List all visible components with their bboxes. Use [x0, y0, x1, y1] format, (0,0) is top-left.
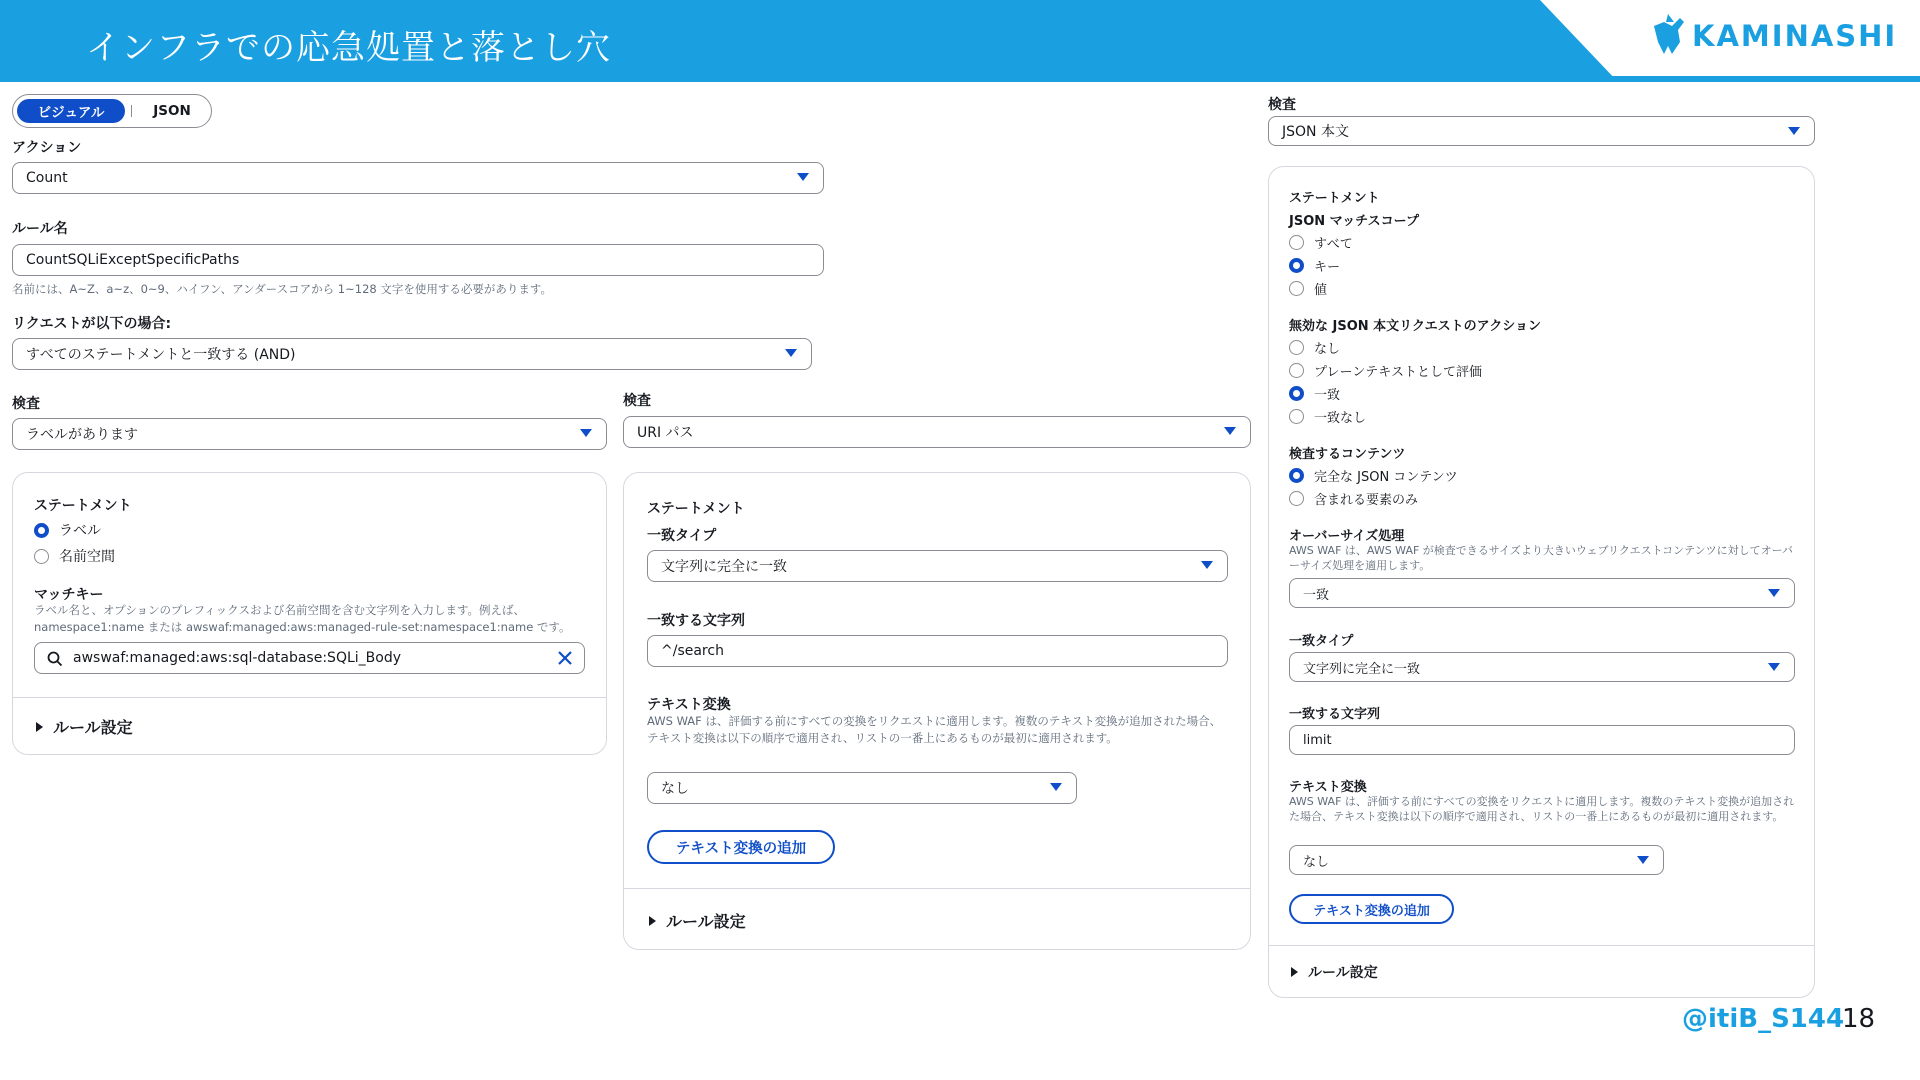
caret-down-icon [1201, 561, 1213, 569]
radio-empty-icon [1289, 340, 1304, 355]
json-scope-label: JSON マッチスコープ [1289, 214, 1419, 229]
invalid-option-plaintext[interactable] [1289, 361, 1482, 380]
caret-down-icon [580, 429, 592, 437]
inspect-label-middle: 検査 [623, 393, 651, 409]
match-type-select-middle[interactable] [647, 550, 1228, 582]
action-select[interactable] [12, 162, 824, 194]
match-key-value: awswaf:managed:aws:sql-database:SQLi_Body [73, 650, 401, 666]
text-transform-select-right[interactable] [1289, 845, 1664, 875]
radio-empty-icon [1289, 491, 1304, 506]
inspect-value-right: JSON 本文 [1282, 124, 1349, 140]
match-string-label-right: 一致する文字列 [1289, 707, 1381, 722]
toggle-divider [131, 105, 132, 117]
radio-empty-icon [34, 549, 49, 564]
slide-title: インフラでの応急処置と落とし穴 [86, 28, 611, 68]
caret-down-icon [797, 173, 809, 181]
rule-name-label: ルール名 [12, 221, 68, 237]
text-transform-value-right: なし [1303, 854, 1330, 870]
match-string-value-right: limit [1303, 732, 1332, 748]
radio-empty-icon [1289, 409, 1304, 424]
visual-tab[interactable]: ビジュアル [17, 99, 125, 123]
caret-right-icon [649, 916, 656, 926]
statement-title-left: ステートメント [34, 498, 132, 514]
view-toggle [12, 94, 212, 128]
content-option-text: 完全な JSON コンテンツ [1314, 470, 1458, 485]
caret-down-icon [1224, 427, 1236, 435]
radio-namespace-option[interactable] [34, 546, 115, 566]
match-type-value-middle: 文字列に完全に一致 [661, 559, 787, 575]
radio-selected-icon [1289, 468, 1304, 483]
request-value: すべてのステートメントと一致する (AND) [26, 347, 296, 363]
panel-divider [13, 697, 606, 698]
radio-selected-icon [1289, 258, 1304, 273]
caret-down-icon [1788, 127, 1800, 135]
rule-settings-text: ルール設定 [53, 718, 133, 737]
author-handle: @itiB_S144 [1682, 1004, 1845, 1034]
caret-down-icon [1768, 663, 1780, 671]
invalid-option-no-match[interactable] [1289, 407, 1366, 426]
radio-empty-icon [1289, 235, 1304, 250]
rule-settings-text: ルール設定 [666, 912, 746, 931]
rule-settings-toggle-right[interactable] [1291, 962, 1378, 982]
match-key-label: マッチキー [34, 587, 104, 603]
inspect-select-right[interactable] [1268, 116, 1815, 146]
content-label: 検査するコンテンツ [1289, 447, 1406, 462]
scope-option-text: 値 [1314, 283, 1328, 298]
panel-divider [624, 888, 1250, 889]
radio-empty-icon [1289, 281, 1304, 296]
caret-right-icon [1291, 967, 1298, 977]
content-option-elements[interactable] [1289, 489, 1418, 508]
text-transform-description-middle: AWS WAF は、評価する前にすべての変換をリクエストに適用します。複数のテキスト変換が追加された場合、テキスト変換は以下の順序で適用され、リストの一番上にあるものが最初に適用されます。 [647, 714, 1222, 745]
oversize-value: 一致 [1303, 587, 1330, 603]
rule-settings-toggle-left[interactable] [36, 715, 133, 738]
text-transform-label-middle: テキスト変換 [647, 697, 731, 713]
oversize-description: AWS WAF は、AWS WAF が検査できるサイズより大きいウェブリクエストコンテンツに対してオーバーサイズ処理を適用します。 [1289, 544, 1794, 572]
json-tab[interactable]: JSON [153, 103, 191, 119]
add-text-transform-button-middle[interactable]: テキスト変換の追加 [647, 830, 835, 864]
match-type-label-right: 一致タイプ [1289, 634, 1354, 649]
invalid-option-text: 一致 [1314, 388, 1341, 403]
scope-option-text: すべて [1314, 237, 1353, 252]
inspect-label-left: 検査 [12, 396, 40, 412]
kaminashi-logo [1650, 12, 1897, 60]
invalid-json-label: 無効な JSON 本文リクエストのアクション [1289, 319, 1542, 334]
caret-down-icon [1768, 589, 1780, 597]
inspect-value-middle: URI パス [637, 425, 694, 441]
match-type-select-right[interactable] [1289, 652, 1795, 682]
rule-settings-toggle-middle[interactable] [649, 909, 746, 932]
invalid-option-match[interactable] [1289, 384, 1340, 403]
scope-option-key[interactable] [1289, 256, 1340, 275]
match-type-label-middle: 一致タイプ [647, 528, 717, 544]
match-type-value-right: 文字列に完全に一致 [1303, 661, 1421, 677]
statement-title-middle: ステートメント [647, 501, 745, 517]
content-option-full[interactable] [1289, 466, 1458, 485]
text-transform-label-right: テキスト変換 [1289, 780, 1367, 795]
oversize-label: オーバーサイズ処理 [1289, 529, 1405, 544]
match-key-input[interactable] [34, 642, 585, 674]
invalid-option-text: なし [1314, 342, 1341, 357]
logo-goat-icon [1650, 12, 1686, 60]
match-string-label-middle: 一致する文字列 [647, 613, 745, 629]
inspect-label-right: 検査 [1268, 97, 1296, 113]
caret-down-icon [785, 349, 797, 357]
rule-name-input[interactable] [12, 244, 824, 276]
invalid-option-text: 一致なし [1314, 411, 1367, 426]
add-text-transform-button-right[interactable]: テキスト変換の追加 [1289, 894, 1454, 924]
panel-divider [1269, 945, 1814, 946]
match-string-input-middle[interactable] [647, 635, 1228, 667]
search-icon [47, 651, 63, 667]
clear-icon[interactable] [558, 651, 572, 665]
scope-option-text: キー [1314, 260, 1341, 275]
rule-name-hint: 名前には、A~Z、a~z、0~9、ハイフン、アンダースコアから 1~128 文字を使用する必要があります。 [12, 282, 552, 296]
text-transform-value-middle: なし [661, 781, 689, 797]
content-option-text: 含まれる要素のみ [1314, 493, 1419, 508]
match-key-description: ラベル名と、オプションのプレフィックスおよび名前空間を含む文字列を入力します。例えば、namespace1:name または awswaf:managed:aws:managed-rule-set:namespace1:name です。 [34, 603, 571, 634]
radio-label-text: ラベル [59, 523, 101, 539]
text-transform-select-middle[interactable] [647, 772, 1077, 804]
text-transform-description-right: AWS WAF は、評価する前にすべての変換をリクエストに適用します。複数のテキスト変換が追加された場合、テキスト変換は以下の順序で適用され、リストの一番上にあるものが最初に適用されます。 [1289, 795, 1795, 823]
radio-namespace-text: 名前空間 [59, 549, 115, 565]
caret-down-icon [1637, 856, 1649, 864]
oversize-select[interactable] [1289, 578, 1795, 608]
invalid-option-none[interactable] [1289, 338, 1340, 357]
invalid-option-text: プレーンテキストとして評価 [1314, 365, 1482, 380]
match-string-value-middle: ^/search [661, 643, 724, 659]
rule-settings-text: ルール設定 [1308, 965, 1378, 981]
inspect-select-left[interactable] [12, 418, 607, 450]
page-number: 18 [1842, 1004, 1876, 1034]
statement-title-right: ステートメント [1289, 191, 1380, 206]
inspect-value-left: ラベルがあります [26, 427, 138, 443]
rule-name-value: CountSQLiExceptSpecificPaths [26, 252, 240, 268]
radio-selected-icon [1289, 386, 1304, 401]
match-string-input-right[interactable] [1289, 725, 1795, 755]
scope-option-all[interactable] [1289, 233, 1353, 252]
caret-down-icon [1050, 783, 1062, 791]
scope-option-value[interactable] [1289, 279, 1327, 298]
action-label: アクション [12, 140, 82, 156]
request-select[interactable] [12, 338, 812, 370]
header-underline [1600, 76, 1920, 82]
logo-text: KAMINASHI [1692, 19, 1898, 53]
action-value: Count [26, 170, 68, 186]
request-label: リクエストが以下の場合: [12, 316, 172, 332]
caret-right-icon [36, 722, 43, 732]
radio-empty-icon [1289, 363, 1304, 378]
radio-selected-icon [34, 523, 49, 538]
inspect-select-middle[interactable] [623, 416, 1251, 448]
radio-label-option[interactable] [34, 520, 101, 540]
